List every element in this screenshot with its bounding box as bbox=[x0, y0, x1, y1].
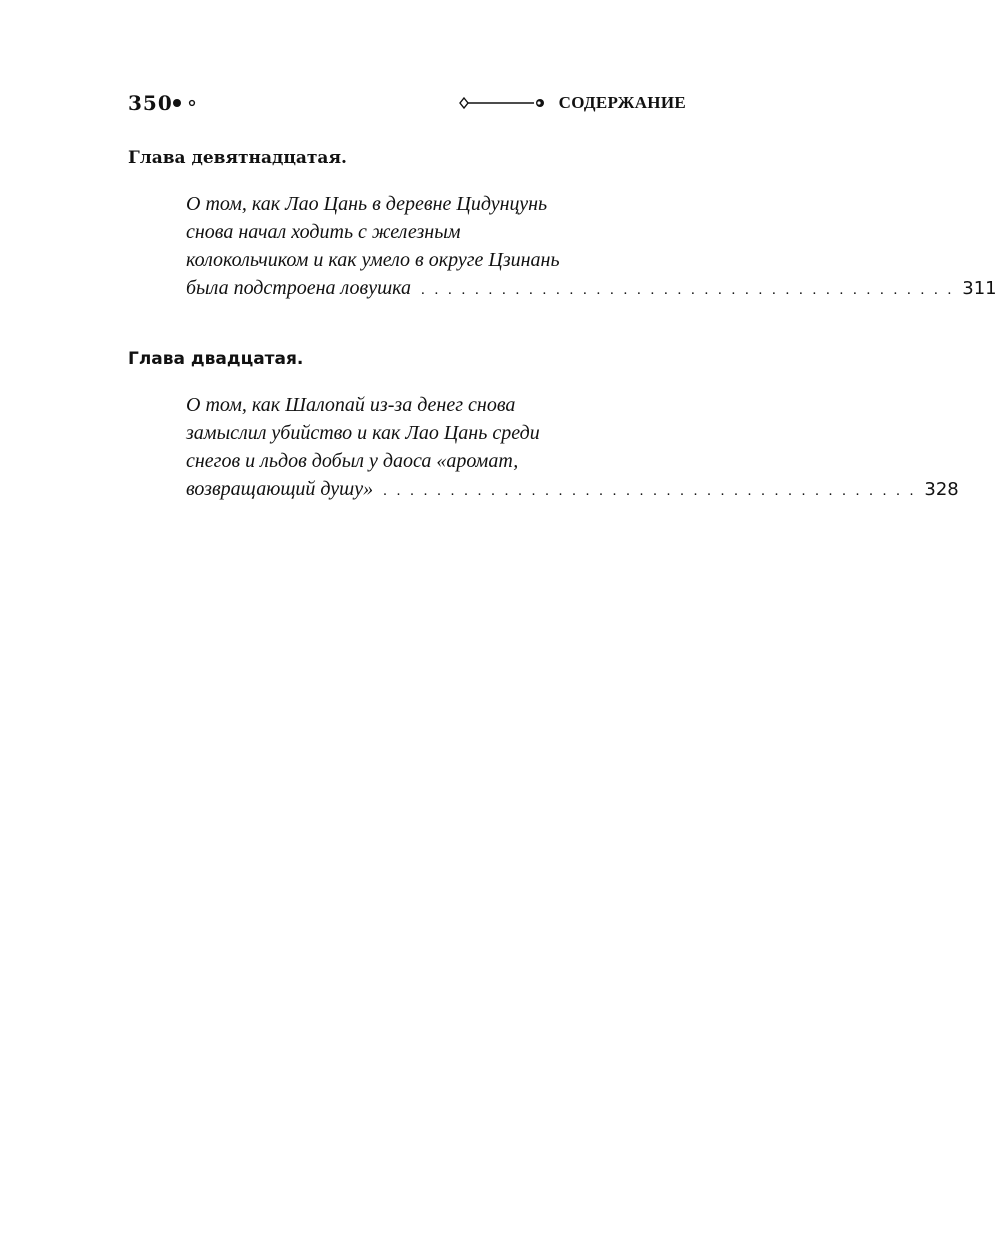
summary-line: снова начал ходить с железным bbox=[186, 221, 461, 243]
toc-entry bbox=[128, 145, 997, 304]
summary-line: замыслил убийство и как Лао Цань среди bbox=[186, 422, 540, 444]
dot-leader: . . . . . . . . . . . . . . . . . . . . . . . . . . . . . . . . . . . . . . . . bbox=[421, 282, 955, 298]
page-reference: 328 bbox=[924, 479, 959, 500]
summary-last-line bbox=[186, 475, 959, 505]
summary-line: О том, как Лао Цань в деревне Цидунцунь bbox=[186, 193, 548, 215]
summary-line: О том, как Шалопай из-за денег снова bbox=[186, 394, 516, 416]
toc-entry bbox=[128, 346, 959, 505]
summary-last-line bbox=[186, 274, 997, 304]
page-number: 350 bbox=[128, 91, 173, 115]
chapter-title: Глава девятнадцатая. bbox=[128, 148, 347, 168]
page-reference: 311 bbox=[962, 278, 997, 299]
summary-line: снегов и льдов добыл у даоса «аромат, bbox=[186, 450, 519, 472]
ornament-left-icon bbox=[172, 97, 196, 109]
summary-line: колокольчиком и как умело в округе Цзинань bbox=[186, 249, 560, 271]
dot-leader: . . . . . . . . . . . . . . . . . . . . . . . . . . . . . . . . . . . . . . . . bbox=[383, 483, 917, 499]
ornament-rule-icon bbox=[442, 95, 548, 111]
running-head bbox=[128, 90, 686, 116]
chapter-title: Глава двадцатая. bbox=[128, 349, 304, 369]
chapter-summary bbox=[186, 391, 959, 505]
section-title: СОДЕРЖАНИЕ bbox=[558, 93, 686, 112]
summary-line: была подстроена ловушка bbox=[186, 277, 412, 299]
summary-line: возвращающий душу» bbox=[186, 478, 374, 500]
chapter-summary bbox=[186, 190, 997, 304]
